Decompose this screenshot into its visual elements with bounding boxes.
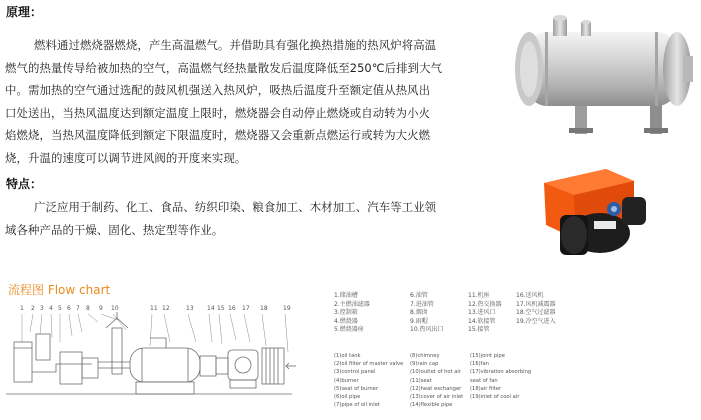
part-number: 10 [111, 305, 119, 312]
legend-item: (12)heat exchanger [410, 385, 462, 392]
features-paragraph [5, 196, 495, 241]
legend-item: 10.热风出口 [410, 326, 444, 334]
part-number: 14 [207, 305, 215, 312]
part-number: 15 [217, 305, 225, 312]
legend-item: seat of fan [470, 377, 498, 384]
part-number: 19 [283, 305, 291, 312]
legend-item: (15)joint pipe [470, 353, 505, 359]
principle-line: 口处送出，当热风温度达到额定温度上限时，燃烧器会自动停止燃烧或自动转为小火 [5, 105, 431, 120]
legend-item: (8)chimney [410, 353, 440, 359]
legend-item: (10)outlet of hot air [410, 369, 462, 376]
principle-line: 中。需加热的空气通过选配的鼓风机强送入热风炉，吸热后温度升至额定值从热风出 [5, 83, 431, 97]
legend-row [334, 401, 531, 409]
part-number: 2 [31, 305, 35, 312]
part-number: 7 [76, 305, 80, 312]
legend-row [334, 377, 531, 385]
part-number: 4 [49, 305, 53, 312]
legend-item: (18)air filter [470, 385, 502, 392]
legend-english [334, 352, 531, 409]
legend-row [334, 318, 556, 327]
legend-item: 8.烟囱 [410, 309, 428, 317]
legend-item: 7.进油管 [410, 300, 434, 308]
legend-item: 12.热交换器 [468, 300, 502, 308]
legend-item: (5)seat of burner [334, 385, 378, 392]
legend-item: 11.机座 [468, 292, 490, 299]
legend-item: 17.风机减震器 [516, 300, 556, 308]
legend-item: 9.雨帽 [410, 317, 428, 325]
legend-row [334, 301, 556, 310]
principle-line: 烧，升温的速度可以调节进风阀的开度来实现。 [5, 150, 247, 165]
part-number: 3 [40, 305, 44, 312]
legend-item: 6.油管 [410, 292, 428, 299]
legend-row [334, 360, 531, 368]
principle-heading: 原理： [6, 5, 43, 19]
legend-item: (3)control panel [334, 369, 376, 376]
legend-item: 19.冷空气进入 [516, 317, 556, 325]
legend-item: 1.储油槽 [334, 292, 358, 299]
principle-line: 燃料通过燃烧器燃烧，产生高温燃气。并借助具有强化换热措施的热风炉将高温 [34, 38, 437, 52]
legend-item: 14.软接管 [468, 317, 496, 325]
part-number: 17 [242, 305, 250, 312]
legend-item: (7)pipe of oil inlet [334, 402, 380, 409]
part-number: 11 [150, 305, 158, 312]
legend-item: 4.燃烧器 [334, 317, 358, 325]
legend-item: 2.主燃油滤器 [334, 300, 370, 308]
legend-item: (14)flexible pipe [410, 402, 453, 409]
legend-item: 18.空气过滤器 [516, 309, 556, 317]
part-number: 6 [67, 305, 71, 312]
legend-item: (6)oil pipe [334, 394, 361, 401]
legend-row [334, 393, 531, 401]
legend-row [334, 309, 556, 318]
principle-paragraph [5, 34, 495, 169]
legend-row [334, 385, 531, 393]
part-number: 8 [86, 305, 90, 312]
legend-item: (9)rain cap [410, 361, 439, 368]
part-number: 1 [20, 305, 24, 312]
legend-row [334, 352, 531, 360]
flow-chart-diagram [0, 312, 300, 412]
features-line: 广泛应用于制药、化工、食品、纺织印染、粮食加工、木材加工、汽车等工业领 [34, 200, 437, 214]
part-number: 9 [99, 305, 103, 312]
legend-item: (2)oil filter of master valve [334, 361, 404, 368]
legend-item: 5.燃烧器座 [334, 326, 364, 334]
principle-line: 燃气的热量传导给被加热的空气，高温燃气经热量散发后温度降低至250℃后排到大气 [5, 60, 443, 75]
burner-image [536, 163, 654, 267]
legend-row [334, 326, 556, 335]
part-number: 16 [228, 305, 236, 312]
legend-item: (13)cover of air inlet [410, 394, 464, 401]
features-heading: 特点： [6, 177, 43, 191]
part-number: 13 [186, 305, 194, 312]
legend-item: (17)vibration absorbing [470, 369, 532, 376]
legend-chinese [334, 292, 556, 335]
part-number: 12 [162, 305, 170, 312]
legend-item: 15.接管 [468, 326, 490, 334]
legend-item: 16.送风机 [516, 292, 544, 299]
legend-item: (11)seat [410, 377, 432, 384]
legend-row [334, 368, 531, 376]
hot-air-furnace-image [505, 10, 697, 142]
legend-item: (16)fan [470, 361, 489, 368]
legend-row [334, 292, 556, 301]
flowchart-title: 流程图 Flow chart [8, 283, 111, 297]
legend-item: (1)oil tank [334, 353, 361, 359]
principle-line: 焰燃烧，当热风温度降低到额定下限温度时，燃烧器又会重新点燃运行或转为大火燃 [5, 128, 431, 142]
part-number: 18 [260, 305, 268, 312]
features-line: 域各种产品的干燥、固化、热定型等作业。 [5, 222, 224, 237]
part-number: 5 [58, 305, 62, 312]
legend-item: (4)burner [334, 377, 359, 384]
legend-item: (19)inlet of cool air [470, 394, 520, 401]
legend-item: 3.控制箱 [334, 309, 358, 317]
legend-item: 13.进风口 [468, 309, 496, 317]
